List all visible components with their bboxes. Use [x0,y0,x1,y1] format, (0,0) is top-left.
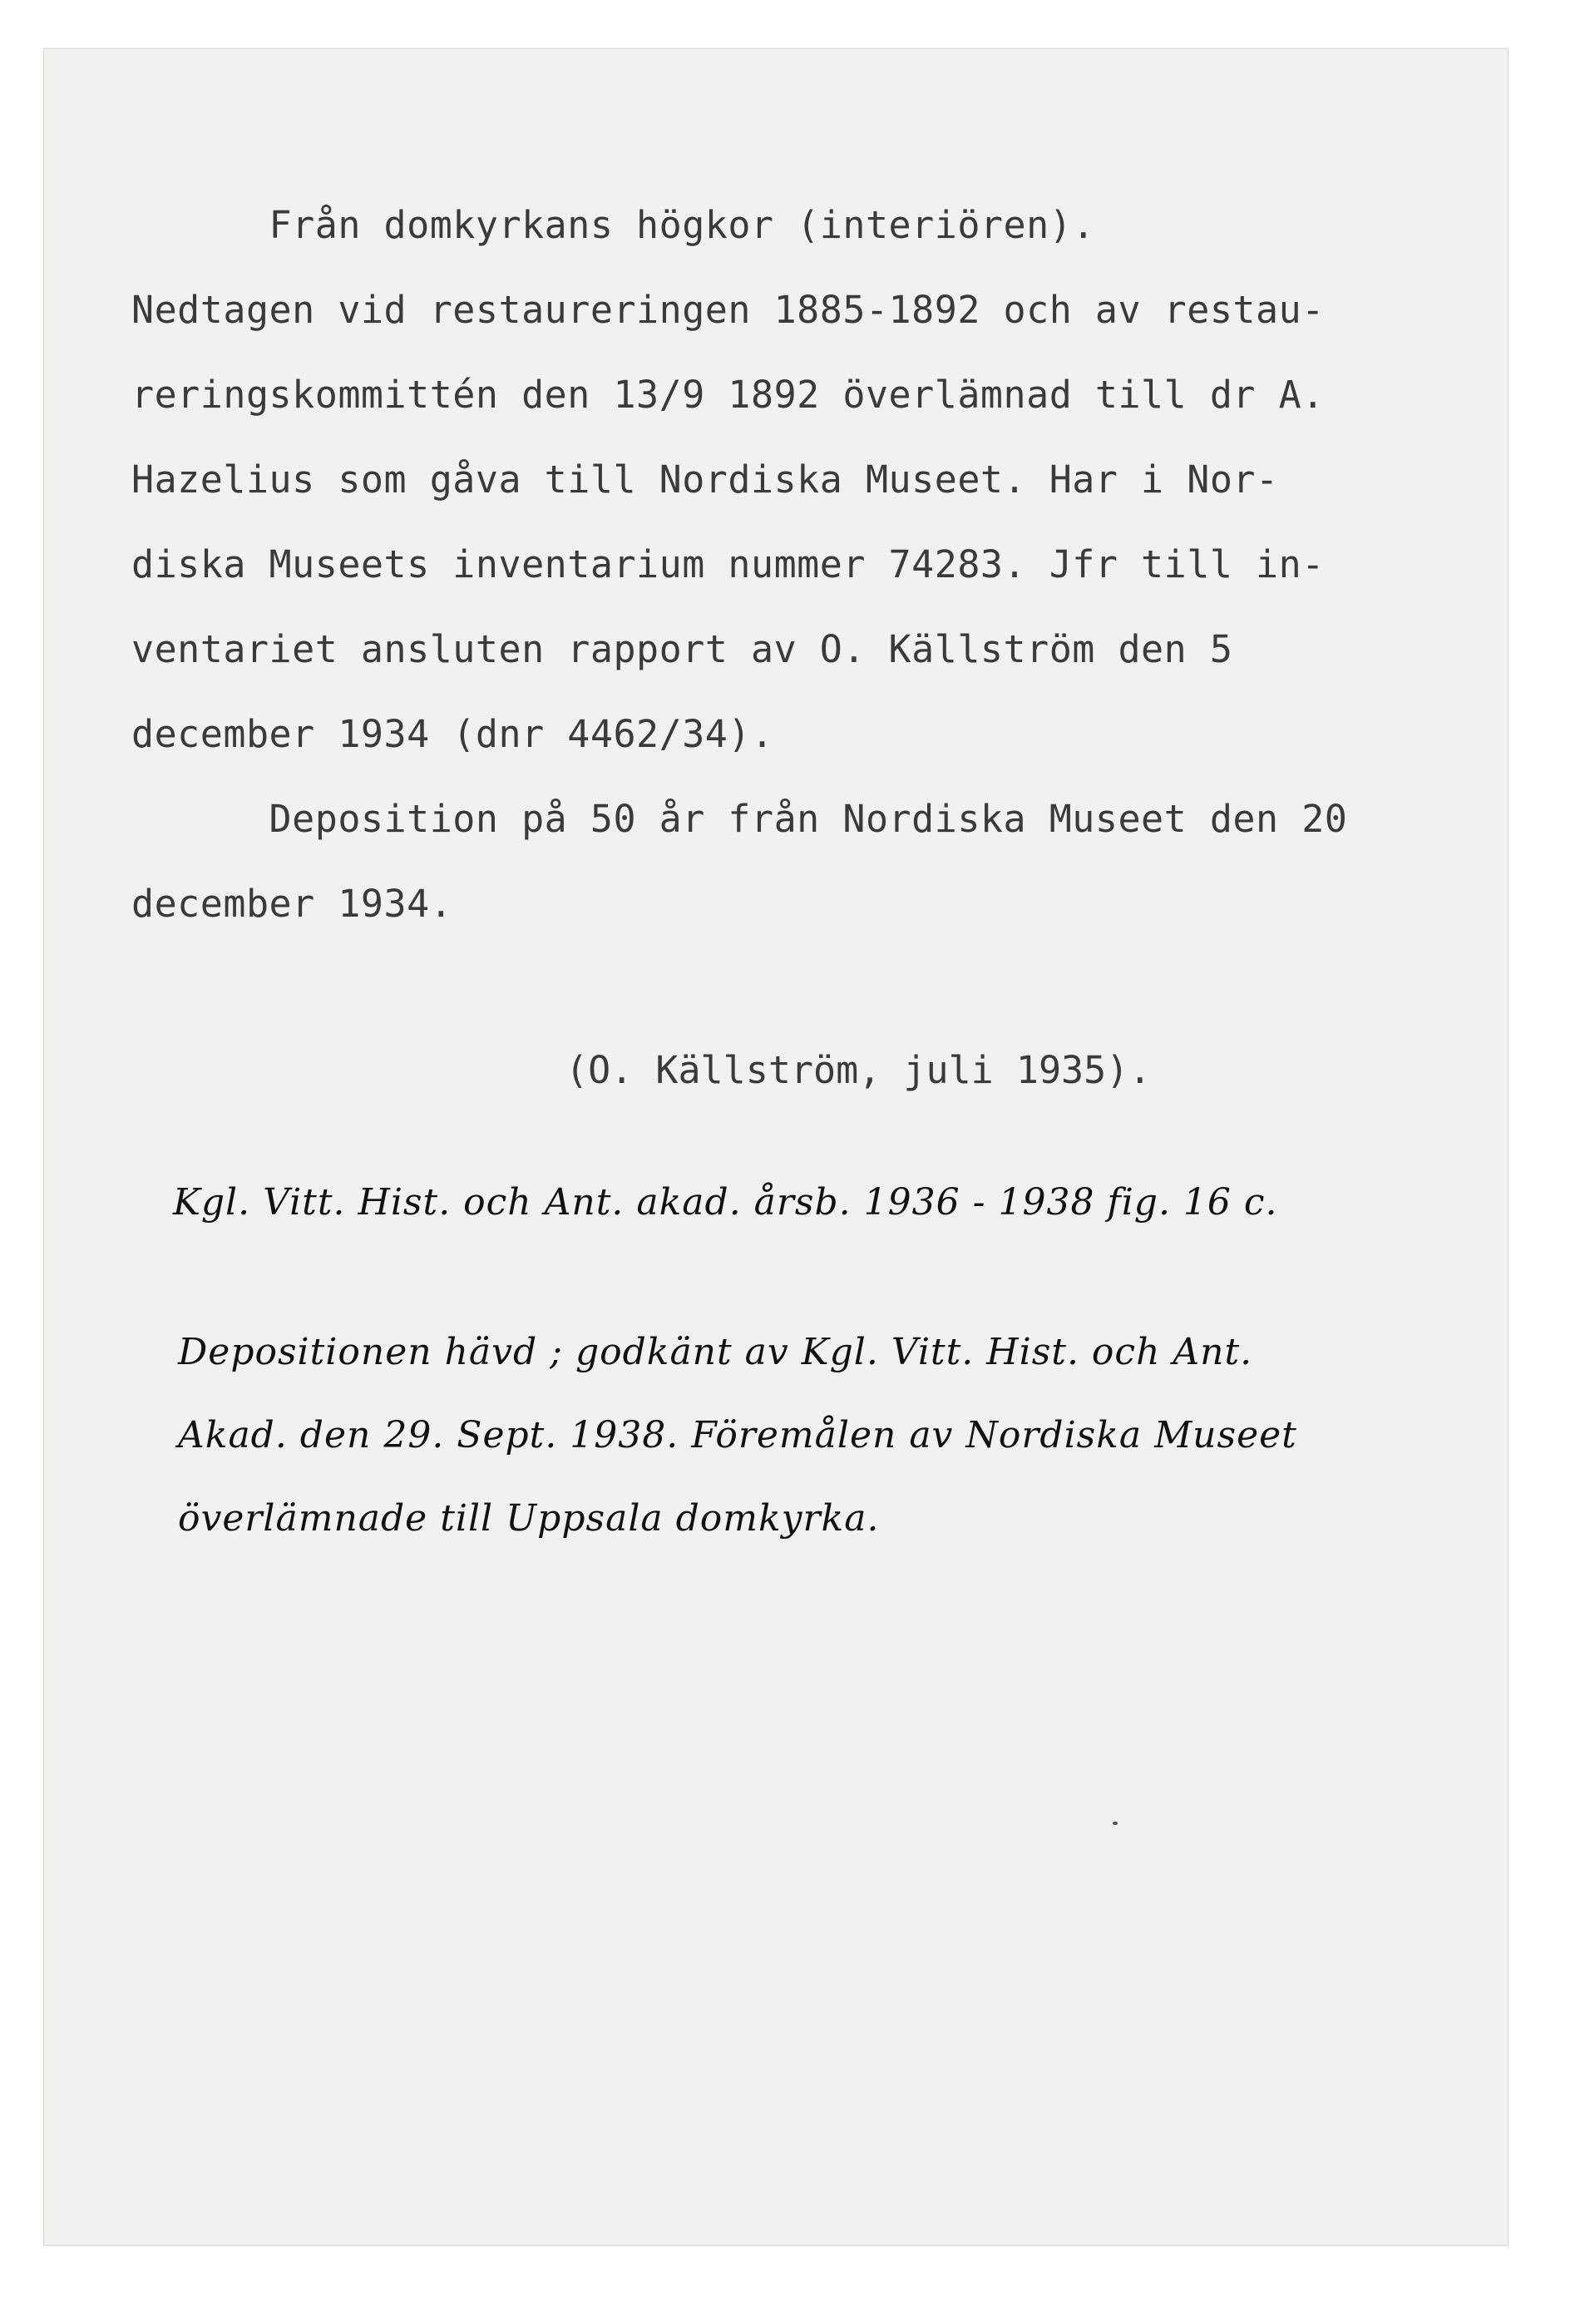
typed-line-1: Från domkyrkans högkor (interiören). [131,203,1095,247]
handwritten-line-1: Kgl. Vitt. Hist. och Ant. akad. årsb. 1936 - 1938 fig. 16 c. [173,1181,1278,1224]
typed-line-7: december 1934 (dnr 4462/34). [131,712,774,756]
typed-line-3: reringskommittén den 13/9 1892 överlämnad till dr A. [131,373,1325,417]
typed-line-9: december 1934. [131,882,453,926]
typed-line-2: Nedtagen vid restaureringen 1885-1892 och av restau- [131,288,1325,332]
typed-line-6: ventariet ansluten rapport av O. Källström den 5 [131,627,1233,671]
handwritten-line-2: Depositionen hävd ; godkänt av Kgl. Vitt. Hist. och Ant. [178,1331,1253,1373]
paper-speck [1113,1822,1118,1825]
handwritten-line-4: överlämnade till Uppsala domkyrka. [178,1497,880,1540]
typed-line-4: Hazelius som gåva till Nordiska Museet. Har i Nor- [131,457,1279,502]
typed-line-5: diska Museets inventarium nummer 74283. Jfr till in- [131,542,1325,586]
typed-line-8: Deposition på 50 år från Nordiska Museet den 20 [131,797,1348,841]
typed-body [131,183,1462,947]
signature-line: (O. Källström, juli 1935). [565,1048,1152,1092]
handwritten-line-3: Akad. den 29. Sept. 1938. Föremålen av Nordiska Museet [178,1414,1297,1456]
